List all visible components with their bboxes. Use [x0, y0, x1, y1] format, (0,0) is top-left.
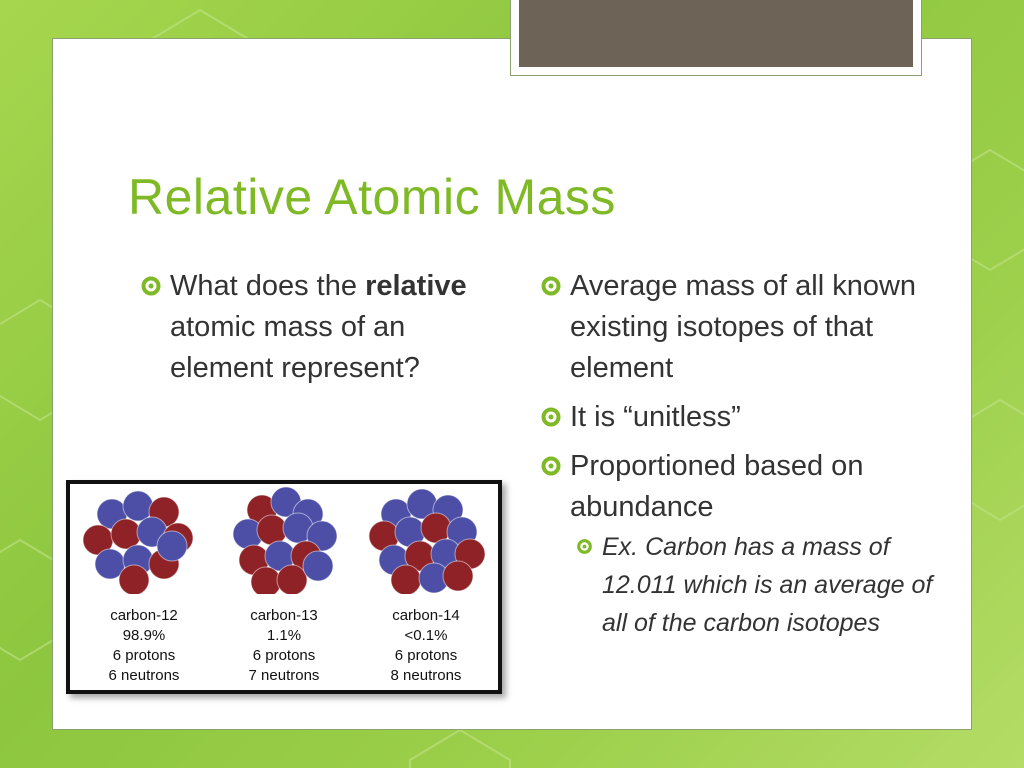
left-bullet	[140, 266, 500, 389]
isotope-carbon-14	[356, 484, 496, 690]
proton-sphere	[111, 519, 141, 549]
ring-bullet-icon	[540, 275, 562, 297]
neutron-sphere	[123, 491, 153, 521]
header-tab	[510, 0, 922, 76]
right-bullet-1-text: Average mass of all known existing isotopes of that element	[570, 270, 917, 384]
proton-sphere	[421, 513, 451, 543]
right-bullet-1	[540, 266, 980, 389]
proton-sphere	[251, 567, 281, 594]
ring-bullet-icon	[540, 455, 562, 477]
proton-sphere	[119, 565, 149, 594]
isotope-abundance: <0.1%	[404, 627, 448, 644]
carbon-13-nucleus-icon	[214, 484, 354, 594]
isotope-protons: 6 protons	[252, 647, 316, 664]
right-bullet-2	[540, 397, 980, 438]
carbon-12-nucleus-icon	[74, 484, 214, 594]
isotope-carbon-13	[214, 484, 354, 690]
carbon-14-nucleus-icon	[356, 484, 496, 594]
left-bullet-suffix: atomic mass of an element represent?	[170, 311, 420, 384]
right-bullet-list	[540, 266, 980, 642]
left-bullet-prefix: What does the	[170, 270, 366, 302]
isotope-abundance: 1.1%	[266, 627, 302, 644]
right-sub-bullet	[540, 528, 980, 642]
proton-sphere	[257, 515, 287, 545]
isotope-name: carbon-12	[110, 607, 178, 624]
isotope-abundance: 98.9%	[122, 627, 166, 644]
left-bullet-list	[140, 266, 500, 397]
proton-sphere	[277, 565, 307, 594]
isotope-protons: 6 protons	[394, 647, 458, 664]
proton-sphere	[443, 561, 473, 591]
isotope-name: carbon-13	[250, 607, 318, 624]
slide-title: Relative Atomic Mass	[128, 169, 616, 225]
isotope-neutrons: 6 neutrons	[108, 667, 180, 684]
isotope-carbon-12	[74, 484, 214, 690]
isotope-protons: 6 protons	[112, 647, 176, 664]
left-bullet-bold: relative	[365, 270, 467, 302]
ring-bullet-icon	[576, 538, 593, 555]
carbon-isotopes-figure	[66, 480, 502, 694]
isotope-neutrons: 7 neutrons	[248, 667, 320, 684]
right-bullet-3	[540, 446, 980, 528]
isotope-neutrons: 8 neutrons	[390, 667, 462, 684]
ring-bullet-icon	[540, 406, 562, 428]
right-bullet-2-text: It is “unitless”	[570, 401, 741, 433]
isotope-name: carbon-14	[392, 607, 460, 624]
neutron-sphere	[157, 531, 187, 561]
right-bullet-3-text: Proportioned based on abundance	[570, 450, 864, 523]
header-tab-fill	[519, 0, 913, 67]
ring-bullet-icon	[140, 275, 162, 297]
right-sub-bullet-text: Ex. Carbon has a mass of 12.011 which is an average of all of the carbon isotopes	[602, 533, 933, 637]
neutron-sphere	[303, 551, 333, 581]
proton-sphere	[391, 565, 421, 594]
